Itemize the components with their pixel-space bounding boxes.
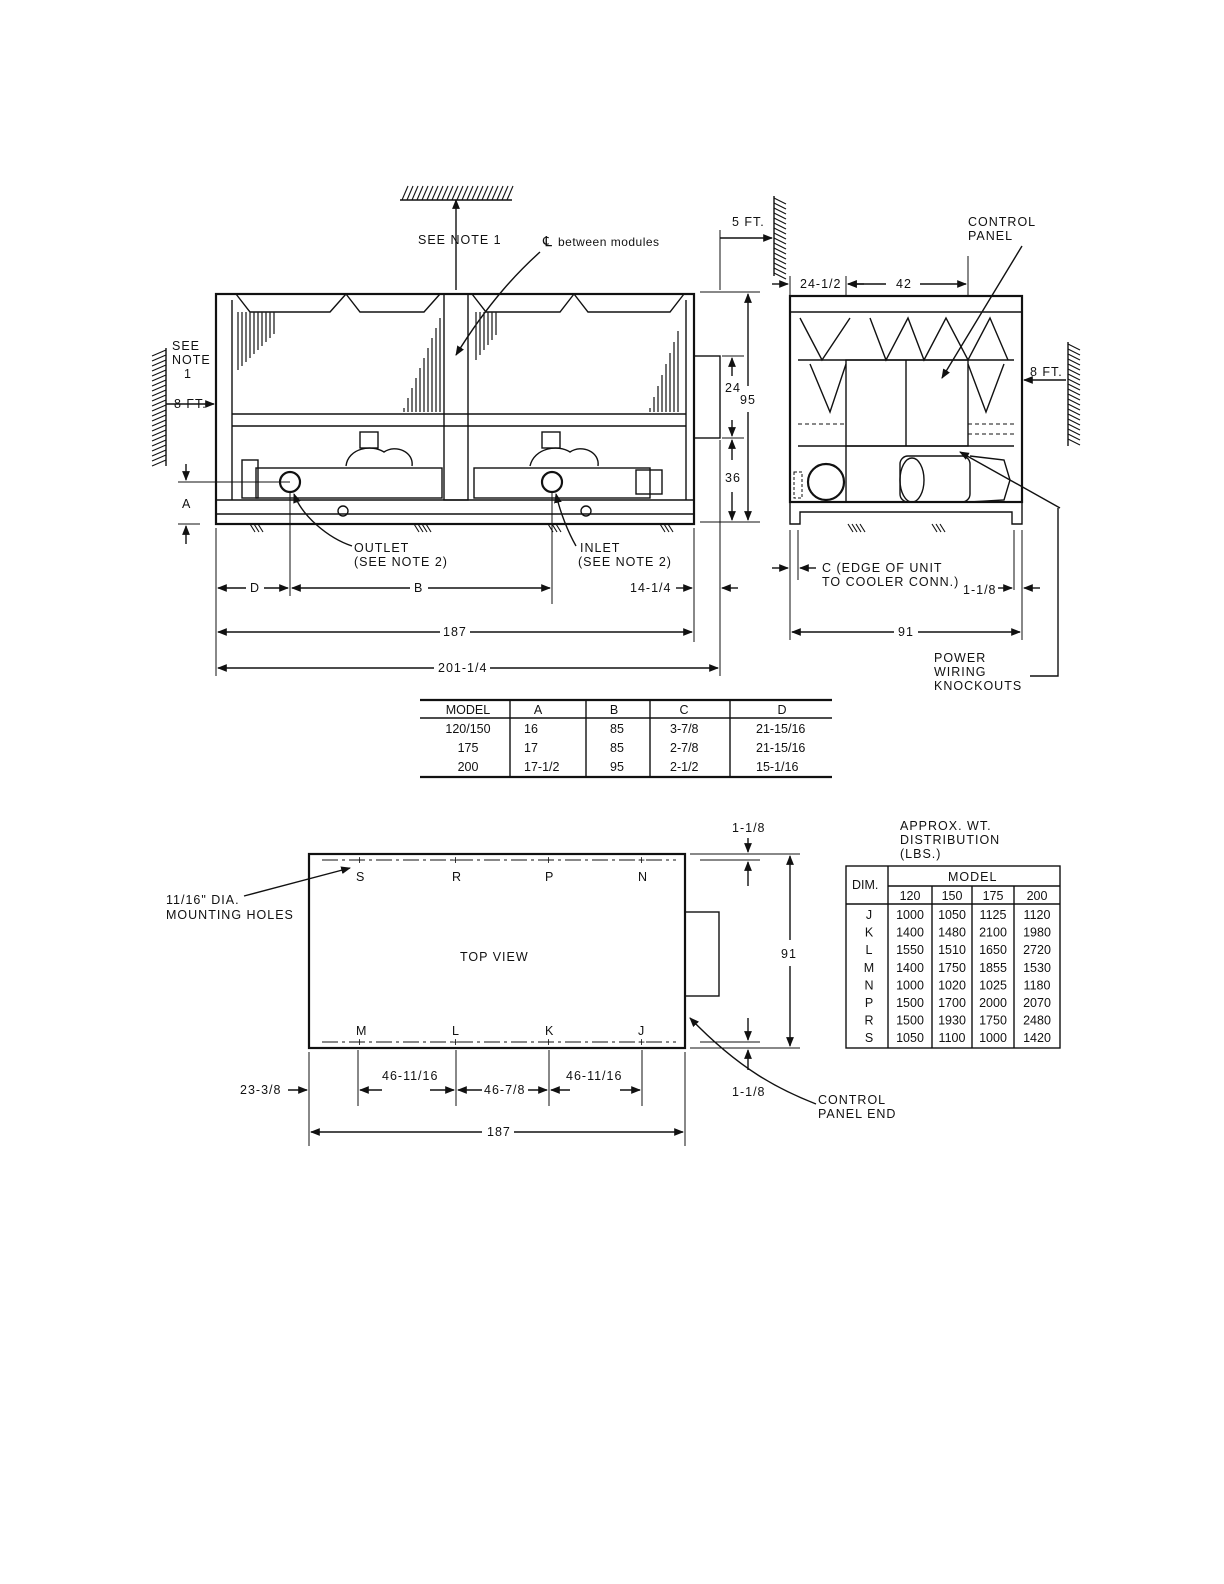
cooler-left — [256, 468, 442, 498]
weight-row-dim: L — [865, 943, 873, 958]
model-table-cell: 175 — [457, 741, 479, 755]
weight-cell: 1025 — [979, 978, 1007, 993]
dim-91-top: 91 — [781, 947, 797, 961]
model-table-header: C — [679, 703, 689, 717]
weight-cell: 1120 — [1023, 908, 1051, 922]
model-table-cell: 85 — [610, 722, 624, 736]
control-panel-2: PANEL — [968, 229, 1014, 243]
mount-hole: + — [638, 1035, 646, 1049]
weight-col-header: 200 — [1026, 889, 1048, 903]
mounting-holes-1: 11/16" DIA. — [166, 893, 240, 907]
weight-cell: 1530 — [1023, 960, 1051, 975]
mount-letter-bottom: L — [452, 1024, 460, 1038]
compressor-left — [346, 448, 412, 466]
dim-95: 95 — [740, 393, 756, 407]
dim-1-1-8-top: 1-1/8 — [732, 821, 766, 835]
inlet-connection — [542, 472, 562, 492]
coil-shading — [238, 312, 678, 412]
weight-cell: 1100 — [938, 1031, 966, 1046]
weight-title-1: APPROX. WT. — [900, 819, 992, 833]
mount-letter-top: P — [545, 870, 555, 884]
mount-hole: + — [356, 853, 364, 867]
mount-letter-bottom: M — [356, 1024, 368, 1038]
dim-d: D — [250, 581, 261, 595]
model-table-cell: 21-15/16 — [756, 741, 806, 755]
weight-cell: 1400 — [896, 925, 924, 940]
weight-row-dim: M — [863, 960, 875, 975]
dim-91-end: 91 — [898, 625, 914, 639]
centerline-label — [542, 233, 552, 249]
see-note-left-1: SEE — [172, 339, 201, 353]
model-table-header: B — [609, 703, 619, 717]
dim-c-1: C (EDGE OF UNIT — [822, 561, 943, 575]
dim-b: B — [414, 581, 424, 595]
weight-cell: 1500 — [896, 996, 924, 1010]
weight-cell: 1000 — [979, 1031, 1007, 1046]
top-view-control-box — [685, 912, 719, 996]
model-table-cell: 15-1/16 — [756, 760, 799, 774]
fan-shrouds-right — [472, 294, 684, 312]
control-panel-box — [846, 360, 968, 446]
top-wall-hatch — [400, 186, 513, 200]
model-table — [420, 700, 832, 777]
weight-cell: 1050 — [938, 908, 966, 922]
side-view — [152, 186, 945, 676]
top-view — [166, 821, 896, 1146]
dim-187-top: 187 — [487, 1125, 511, 1139]
model-table-cell: 16 — [524, 722, 538, 736]
clearance-left: 8 FT. — [174, 397, 207, 411]
compressor-right — [530, 448, 598, 466]
mount-letter-top: N — [638, 870, 649, 884]
see-note-left-3: 1 — [184, 367, 192, 381]
dim-c-2: TO COOLER CONN.) — [822, 575, 960, 589]
model-table-header: D — [777, 703, 787, 717]
compressor-end — [900, 456, 970, 502]
fan-shrouds-left — [236, 294, 440, 312]
model-table-cell: 2-7/8 — [670, 741, 699, 755]
weight-cell: 1750 — [938, 960, 966, 975]
weight-cell: 1050 — [896, 1031, 924, 1046]
dim-header: DIM. — [852, 878, 879, 892]
weight-cell: 1930 — [938, 1013, 966, 1028]
model-table-cell: 2-1/2 — [670, 760, 699, 774]
weight-cell: 1480 — [938, 925, 966, 940]
model-table-cell: 200 — [457, 760, 479, 774]
weight-cell: 1000 — [896, 978, 924, 993]
weight-row-dim: P — [864, 996, 874, 1010]
weight-cell: 2480 — [1023, 1013, 1051, 1028]
dim-24-1-2: 24-1/2 — [800, 277, 842, 291]
see-note-1-top: SEE NOTE 1 — [418, 233, 502, 247]
inlet-label-1: INLET — [580, 541, 621, 555]
weight-cell: 1855 — [979, 960, 1007, 975]
weight-cell: 2000 — [979, 996, 1007, 1010]
control-panel-end-2: PANEL END — [818, 1107, 897, 1121]
dim-24: 24 — [725, 381, 741, 395]
dim-46-11-16-a: 46-11/16 — [382, 1069, 439, 1083]
outlet-label-1: OUTLET — [354, 541, 410, 555]
weight-cell: 1750 — [979, 1013, 1007, 1028]
weight-row-dim: R — [864, 1013, 874, 1028]
dim-201-1-4: 201-1/4 — [438, 661, 488, 675]
weight-row-dim: S — [864, 1031, 874, 1046]
power-wiring-1: POWER — [934, 651, 987, 665]
weight-row-dim: J — [865, 908, 873, 922]
weight-cell: 1700 — [938, 996, 966, 1010]
control-box — [694, 356, 720, 438]
weight-cell: 2100 — [979, 925, 1007, 940]
model-table-cell: 95 — [610, 760, 624, 774]
cl-between-modules: between modules — [558, 235, 660, 249]
mounting-holes-2: MOUNTING HOLES — [166, 908, 294, 922]
weight-cell: 1125 — [979, 908, 1007, 922]
dim-42: 42 — [896, 277, 912, 291]
model-table-header: A — [533, 703, 543, 717]
mount-letter-top: R — [452, 870, 463, 884]
dim-1-1-8-end: 1-1/8 — [963, 583, 997, 597]
centerline-symbol: ℄ — [543, 233, 552, 249]
dim-187-side: 187 — [443, 625, 467, 639]
mount-letter-bottom: K — [545, 1024, 555, 1038]
weight-title-3: (LBS.) — [900, 847, 942, 861]
weight-cell: 1980 — [1023, 925, 1051, 940]
top-view-title: TOP VIEW — [460, 950, 529, 964]
cooler-end — [808, 464, 844, 500]
control-panel-1: CONTROL — [968, 215, 1037, 229]
weight-cell: 1550 — [896, 943, 924, 958]
model-table-cell: 17-1/2 — [524, 760, 560, 774]
power-wiring-3: KNOCKOUTS — [934, 679, 1023, 693]
weight-cell: 1650 — [979, 943, 1007, 958]
model-table-cell: 21-15/16 — [756, 722, 806, 736]
dim-14-1-4: 14-1/4 — [630, 581, 672, 595]
inlet-label-2: (SEE NOTE 2) — [578, 555, 672, 569]
weight-cell: 1000 — [896, 908, 924, 922]
weight-cell: 2070 — [1023, 996, 1051, 1010]
mount-hole: + — [356, 1035, 364, 1049]
model-table-header: MODEL — [445, 703, 491, 717]
dim-1-1-8-bottom: 1-1/8 — [732, 1085, 766, 1099]
model-table-cell: 17 — [524, 741, 538, 755]
clearance-5ft: 5 FT. — [732, 215, 765, 229]
outlet-label-2: (SEE NOTE 2) — [354, 555, 448, 569]
weight-cell: 1500 — [896, 1013, 924, 1028]
weight-col-header: 120 — [899, 889, 921, 903]
control-panel-end-1: CONTROL — [818, 1093, 887, 1107]
see-note-left-2: NOTE — [172, 353, 211, 367]
module-divider — [444, 294, 468, 500]
weight-title-2: DISTRIBUTION — [900, 833, 1001, 847]
mount-letter-top: S — [356, 870, 366, 884]
weight-row-dim: K — [864, 925, 874, 940]
mount-letter-bottom: J — [638, 1024, 646, 1038]
power-wiring-2: WIRING — [934, 665, 987, 679]
mount-hole: + — [452, 853, 460, 867]
weight-cell: 1020 — [938, 978, 966, 993]
power-wiring-leader — [1030, 508, 1058, 676]
mount-hole: + — [638, 853, 646, 867]
model-table-cell: 3-7/8 — [670, 722, 699, 736]
weight-cell: 2720 — [1023, 943, 1051, 958]
dim-23-3-8: 23-3/8 — [240, 1083, 282, 1097]
model-table-cell: 120/150 — [445, 722, 491, 736]
mount-hole: + — [545, 1035, 553, 1049]
end-view — [720, 196, 1080, 693]
weight-col-header: 150 — [941, 889, 963, 903]
unit-body — [216, 294, 694, 524]
dim-46-7-8: 46-7/8 — [484, 1083, 526, 1097]
dim-46-11-16-c: 46-11/16 — [566, 1069, 623, 1083]
weight-cell: 1180 — [1023, 978, 1051, 993]
weight-cell: 1400 — [896, 960, 924, 975]
model-table-cell: 85 — [610, 741, 624, 755]
weight-col-header: 175 — [982, 889, 1004, 903]
model-header: MODEL — [948, 870, 998, 884]
weight-cell: 1510 — [938, 943, 966, 958]
clearance-8ft-right: 8 FT. — [1030, 365, 1063, 379]
dim-36: 36 — [725, 471, 741, 485]
mount-hole: + — [545, 853, 553, 867]
mount-hole: + — [452, 1035, 460, 1049]
weight-row-dim: N — [864, 978, 874, 993]
weight-cell: 1420 — [1023, 1031, 1051, 1046]
dim-a-label: A — [182, 497, 192, 511]
weight-table — [846, 819, 1060, 1048]
